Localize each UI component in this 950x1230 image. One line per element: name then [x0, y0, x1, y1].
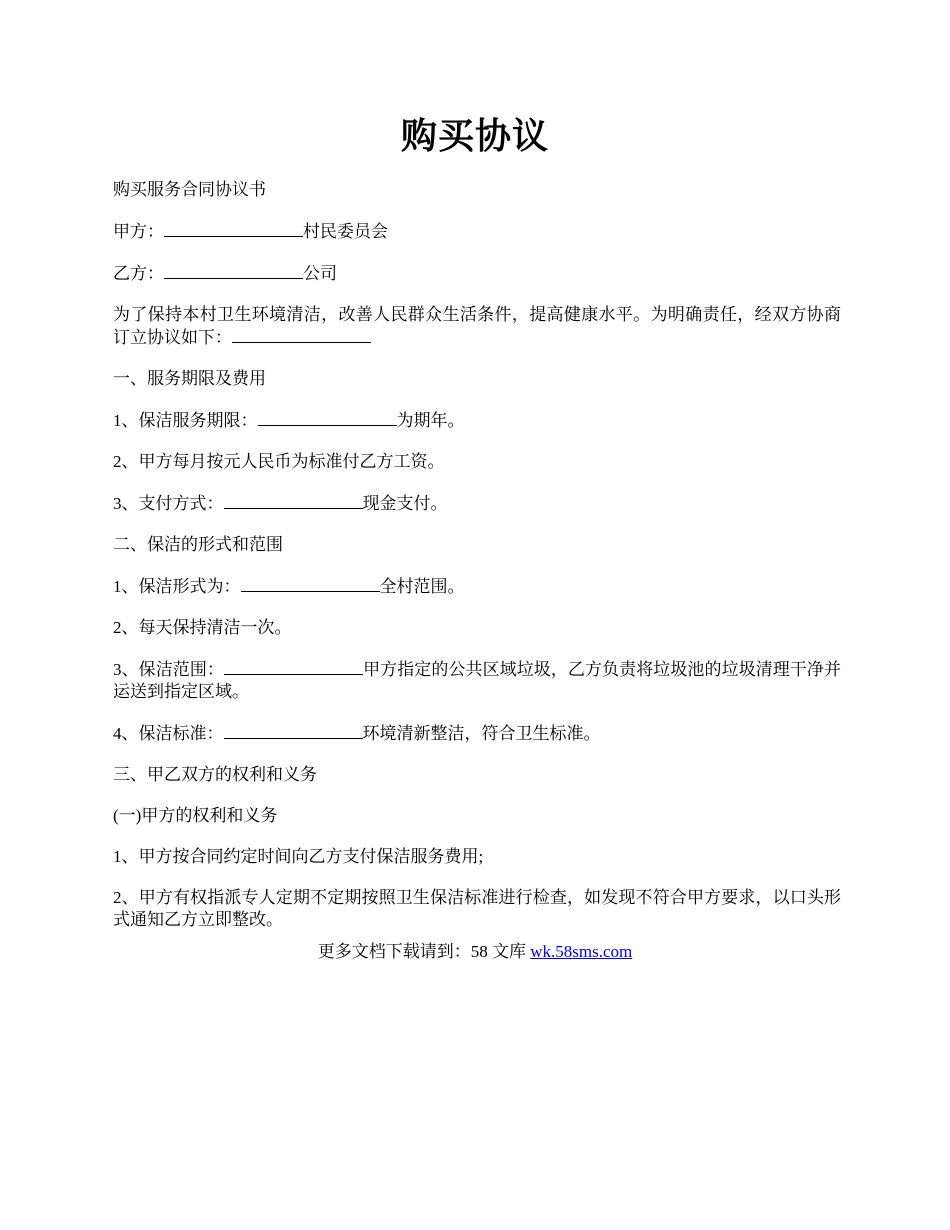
s1-item1 — [113, 409, 841, 432]
party-b-line — [113, 262, 841, 285]
s2-item1-prefix: 1、保洁形式为： — [113, 577, 241, 596]
s1-item1-prefix: 1、保洁服务期限： — [113, 411, 258, 430]
subtitle: 购买服务合同协议书 — [113, 180, 266, 199]
s3-item1: 1、甲方按合同约定时间向乙方支付保洁服务费用; — [113, 847, 484, 866]
s2-item1-blank — [241, 575, 380, 592]
section2-heading: 二、保洁的形式和范围 — [113, 535, 283, 554]
section1-heading: 一、服务期限及费用 — [113, 369, 266, 388]
sub1-heading: (一)甲方的权利和义务 — [113, 806, 278, 825]
s1-item1-suffix: 为期年。 — [396, 411, 465, 430]
footer-link[interactable]: wk.58sms.com — [530, 942, 633, 961]
s2-item2: 2、每天保持清洁一次。 — [113, 618, 292, 637]
s2-item4-suffix: 环境清新整洁，符合卫生标准。 — [362, 724, 601, 743]
s2-item3-blank — [224, 658, 363, 675]
section3-heading: 三、甲乙双方的权利和义务 — [113, 765, 317, 784]
s2-item4-blank — [224, 722, 363, 739]
party-a-label: 甲方： — [113, 222, 164, 241]
s1-item2: 2、甲方每月按元人民币为标准付乙方工资。 — [113, 452, 445, 471]
s1-item3-suffix: 现金支付。 — [362, 494, 448, 513]
document-body — [113, 179, 841, 950]
s2-item1-suffix: 全村范围。 — [379, 577, 465, 596]
document-title: 购买协议 — [400, 116, 549, 156]
s2-item1 — [113, 575, 841, 598]
s1-item3 — [113, 492, 841, 515]
s2-item3-suffix: 甲方指定的公共区域垃圾，乙方负责将垃圾池的垃圾清理干净并运送到指定区域。 — [113, 660, 841, 701]
s1-item1-blank — [258, 409, 397, 426]
party-b-label: 乙方： — [113, 264, 164, 283]
party-b-blank — [164, 262, 303, 279]
s2-item4-prefix: 4、保洁标准： — [113, 724, 224, 743]
s2-item3-prefix: 3、保洁范围： — [113, 660, 224, 679]
intro-paragraph — [113, 304, 841, 349]
party-a-line — [113, 220, 841, 243]
s1-item3-prefix: 3、支付方式： — [113, 494, 224, 513]
party-a-blank — [164, 220, 303, 237]
party-a-suffix: 村民委员会 — [303, 222, 388, 241]
s2-item3 — [113, 658, 841, 703]
intro-blank — [232, 326, 371, 343]
intro-text: 为了保持本村卫生环境清洁，改善人民群众生活条件，提高健康水平。为明确责任，经双方协商订立协议如下： — [113, 305, 841, 347]
party-b-suffix: 公司 — [303, 264, 337, 283]
s3-item2: 2、甲方有权指派专人定期不定期按照卫生保洁标准进行检查，如发现不符合甲方要求，以口头形式通知乙方立即整改。 — [113, 888, 841, 929]
s1-item3-blank — [224, 492, 363, 509]
footer — [0, 940, 950, 964]
s2-item4 — [113, 722, 841, 745]
footer-text: 更多文档下载请到：58 文库 — [317, 942, 531, 961]
